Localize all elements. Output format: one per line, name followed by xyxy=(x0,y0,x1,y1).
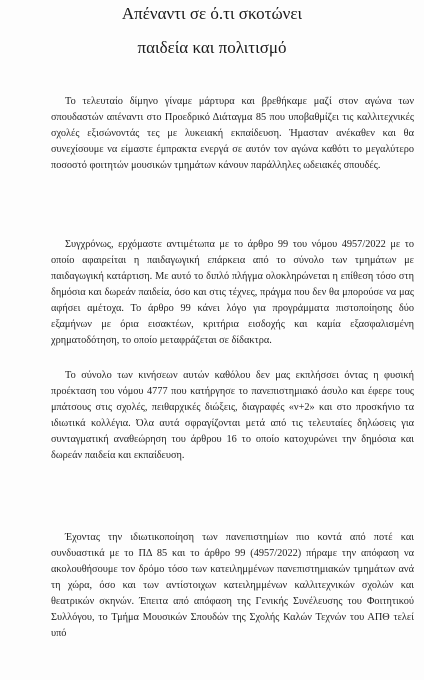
paragraph-1: Το τελευταίο δίμηνο γίναμε μάρτυρα και βρεθήκαμε μαζί στον αγώνα των σπουδαστών απέναντι στο Προεδρικό Διάταγμα 85 που υποβαθμίζει τις καλλιτεχνικές σχολές εξισώνοντάς τες με λυκειακή εκπαίδευση. Ήμασταν ανέκαθεν και θα συνεχίσουμε να είμαστε έμπρακτα ενεργά σε αυτόν τον αγώνα καθότι το μεγαλύτερο ποσοστό φοιτητών μουσικών τμημάτων κάνουν παράλληλες ωδειακές σπουδές. xyxy=(51,96,414,171)
paragraph-3: Το σύνολο των κινήσεων αυτών καθόλου δεν μας εκπλήσσει όντας η φυσική προέκταση του νόμου 4777 που κατήργησε το πανεπιστημιακό άσυλο και έφερε τους μπάτσους στις σχολές, πειθαρχικές διώξεις, διαγραφές «ν+2» και στο προσκήνιο τα ιδιωτικά κολλέγια. Όλα αυτά σφραγίζονται μετά από τις τελευταίες δηλώσεις για συνταγματική αναθεώρηση του άρθρου 16 το οποίο κατοχυρώνει την δημόσια και δωρεάν παιδεία και εκπαίδευση. xyxy=(51,370,414,461)
paragraph-2: Συγχρόνως, ερχόμαστε αντιμέτωπα με το άρθρο 99 του νόμου 4957/2022 με το οποίο αφαιρείται η παιδαγωγική επάρκεια από το σύνολο των τμημάτων με παιδαγωγική κατάρτιση. Με αυτό το διπλό πλήγμα ολοκληρώνεται η επίθεση τόσο στη δημόσια και δωρεάν παιδεία, όσο και στις τέχνες, πράγμα που δεν θα μπορούσε να μας αφήσει αμέτοχα. Το άρθρο 99 κάνει λόγο για προγράμματα πιστοποίησης δύο εξαμήνων με όρια εισακτέων, κριτήρια εισδοχής και καμία εξασφαλισμένη χρηματοδότηση, το οποίο μεταφράζεται σε δίδακτρα. xyxy=(51,239,414,346)
paragraph-4: Έχοντας την ιδιωτικοποίηση των πανεπιστημίων πιο κοντά από ποτέ και συνδυαστικά με το ΠΔ 85 και το άρθρο 99 (4957/2022) πήραμε την απόφαση να ακολουθήσουμε τον δρόμο τόσο των κατειλημμένων πανεπιστημιακών τμημάτων ανά τη χώρα, όσο και των αντίστοιχων κατειλημμένων καλλιτεχνικών σχολών και θεατρικών σκηνών. Έπειτα από απόφαση της Γενικής Συνέλευσης του Φοιτητικού Συλλόγου, το Τμήμα Μουσικών Σπουδών της Σχολής Καλών Τεχνών του ΑΠΘ τελεί υπό xyxy=(51,532,414,639)
page-title-line-1: Απέναντι σε ό.τι σκοτώνει xyxy=(121,4,303,23)
page-title-line-2: παιδεία και πολιτισμό xyxy=(137,38,287,57)
